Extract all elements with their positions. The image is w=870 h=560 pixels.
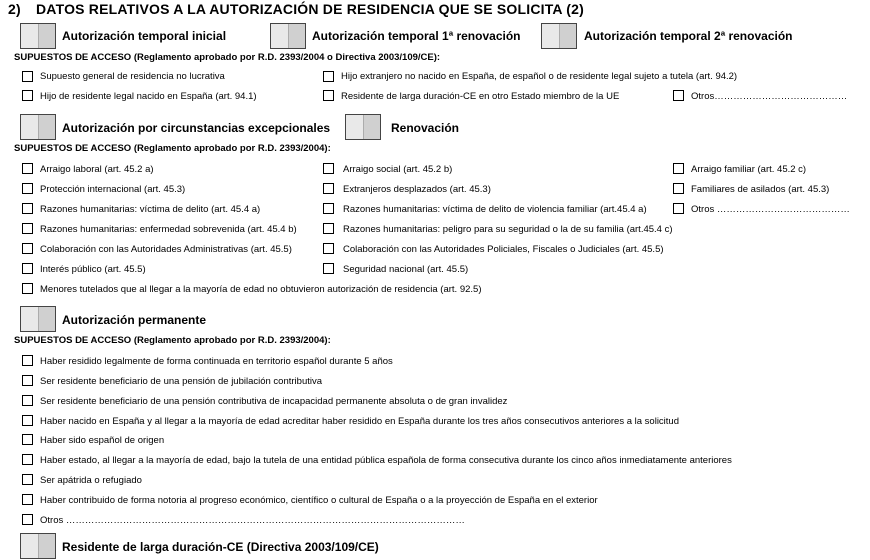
excepcionales-item-checkbox[interactable] [323,163,334,174]
larga-duracion-checkbox[interactable] [20,533,56,559]
permanente-item-checkbox[interactable] [22,494,33,505]
excepcionales-item-checkbox[interactable] [323,223,334,234]
excepcionales-item-label: Razones humanitarias: víctima de delito (art. 45.4 a) [40,204,261,215]
excepcionales-item-checkbox[interactable] [323,183,334,194]
excepcionales-item-checkbox[interactable] [22,183,33,194]
excepcionales-item-label: Colaboración con las Autoridades Policiales, Fiscales o Judiciales (art. 45.5) [343,244,664,255]
permanente-item-checkbox[interactable] [22,434,33,445]
excepcionales-item-checkbox[interactable] [22,163,33,174]
permanente-label: Autorización permanente [62,313,207,327]
temporal-item-label: Residente de larga duración-CE en otro Estado miembro de la UE [341,91,620,102]
temporal-supuestos-label: SUPUESTOS DE ACCESO (Reglamento aprobado por R.D. 2393/2004 o Directiva 2003/109/CE): [14,52,441,63]
permanente-item-checkbox[interactable] [22,395,33,406]
excepcionales-label: Autorización por circunstancias excepcionales [62,121,331,135]
permanente-item-label: Ser residente beneficiario de una pensión de jubilación contributiva [40,376,323,387]
permanente-item-checkbox[interactable] [22,355,33,366]
section-title: DATOS RELATIVOS A LA AUTORIZACIÓN DE RESIDENCIA QUE SE SOLICITA (2) [36,1,585,17]
excepcionales-item-checkbox[interactable] [673,183,684,194]
permanente-item-label: Haber estado, al llegar a la mayoría de edad, bajo la tutela de una entidad pública española de forma consecutiva durante los cinco años inmediatamente anteriores [40,455,732,466]
temporal-1-renovacion-label: Autorización temporal 1ª renovación [312,29,521,43]
permanente-item-checkbox[interactable] [22,454,33,465]
permanente-item-label: Haber contribuido de forma notoria al progreso económico, científico o cultural de España o a la proyección de España en el exterior [40,495,598,506]
excepcionales-checkbox[interactable] [20,114,56,140]
excepcionales-item-checkbox[interactable] [22,223,33,234]
excepcionales-item-label: Seguridad nacional (art. 45.5) [343,264,469,275]
permanente-item-label: Haber residido legalmente de forma continuada en territorio español durante 5 años [40,356,393,367]
excepcionales-item-checkbox[interactable] [22,243,33,254]
temporal-item-checkbox[interactable] [323,71,334,82]
permanente-item-label: Haber nacido en España y al llegar a la mayoría de edad acreditar haber residido en España durante los tres años consecutivos anteriores a la solicitud [40,416,679,427]
excepcionales-item-checkbox[interactable] [22,283,33,294]
temporal-1-renovacion-checkbox[interactable] [270,23,306,49]
excepcionales-item-label: Colaboración con las Autoridades Administrativas (art. 45.5) [40,244,292,255]
excepcionales-item-checkbox[interactable] [22,263,33,274]
excepcionales-item-label: Arraigo familiar (art. 45.2 c) [691,164,807,175]
temporal-otros-checkbox[interactable] [673,90,684,101]
renovacion-label: Renovación [391,121,460,135]
excepcionales-supuestos-label: SUPUESTOS DE ACCESO (Reglamento aprobado por R.D. 2393/2004): [14,143,331,154]
permanente-item-label: Ser residente beneficiario de una pensión contributiva de incapacidad permanente absoluta o de gran invalidez [40,396,508,407]
permanente-otros-checkbox[interactable] [22,514,33,525]
permanente-checkbox[interactable] [20,306,56,332]
larga-duracion-label: Residente de larga duración-CE (Directiva 2003/109/CE) [62,540,379,554]
excepcionales-item-label: Razones humanitarias: víctima de delito de violencia familiar (art.45.4 a) [343,204,647,215]
section-number: 2) [8,1,21,17]
temporal-item-label: Supuesto general de residencia no lucrativa [40,71,225,82]
excepcionales-otros-label: Otros …………………………………… [691,204,850,215]
excepcionales-item-checkbox[interactable] [673,163,684,174]
excepcionales-item-label: Interés público (art. 45.5) [40,264,146,275]
excepcionales-item-label: Razones humanitarias: enfermedad sobrevenida (art. 45.4 b) [40,224,297,235]
excepcionales-item-label: Protección internacional (art. 45.3) [40,184,186,195]
temporal-otros-label: Otros…………………………………… [691,91,848,102]
excepcionales-item-label: Razones humanitarias: peligro para su seguridad o la de su familia (art.45.4 c) [343,224,673,235]
temporal-inicial-label: Autorización temporal inicial [62,29,227,43]
temporal-item-checkbox[interactable] [323,90,334,101]
temporal-inicial-checkbox[interactable] [20,23,56,49]
permanente-item-checkbox[interactable] [22,415,33,426]
excepcionales-item-checkbox[interactable] [22,203,33,214]
renovacion-checkbox[interactable] [345,114,381,140]
excepcionales-item-label: Familiares de asilados (art. 45.3) [691,184,830,195]
permanente-otros-label: Otros ……………………………………………………………………………………………………………… [40,515,465,526]
temporal-item-checkbox[interactable] [22,71,33,82]
temporal-item-label: Hijo extranjero no nacido en España, de español o de residente legal sujeto a tutela (art. 94.2) [341,71,738,82]
excepcionales-otros-checkbox[interactable] [673,203,684,214]
excepcionales-item-label: Menores tutelados que al llegar a la mayoría de edad no obtuvieron autorización de residencia (art. 92.5) [40,284,482,295]
excepcionales-item-checkbox[interactable] [323,243,334,254]
excepcionales-item-label: Arraigo social (art. 45.2 b) [343,164,453,175]
temporal-2-renovacion-checkbox[interactable] [541,23,577,49]
permanente-supuestos-label: SUPUESTOS DE ACCESO (Reglamento aprobado por R.D. 2393/2004): [14,335,331,346]
excepcionales-item-checkbox[interactable] [323,203,334,214]
permanente-item-label: Haber sido español de origen [40,435,165,446]
temporal-item-label: Hijo de residente legal nacido en España (art. 94.1) [40,91,257,102]
temporal-2-renovacion-label: Autorización temporal 2ª renovación [584,29,793,43]
permanente-item-label: Ser apátrida o refugiado [40,475,142,486]
temporal-item-checkbox[interactable] [22,90,33,101]
permanente-item-checkbox[interactable] [22,474,33,485]
excepcionales-item-checkbox[interactable] [323,263,334,274]
excepcionales-item-label: Arraigo laboral (art. 45.2 a) [40,164,154,175]
permanente-item-checkbox[interactable] [22,375,33,386]
excepcionales-item-label: Extranjeros desplazados (art. 45.3) [343,184,491,195]
